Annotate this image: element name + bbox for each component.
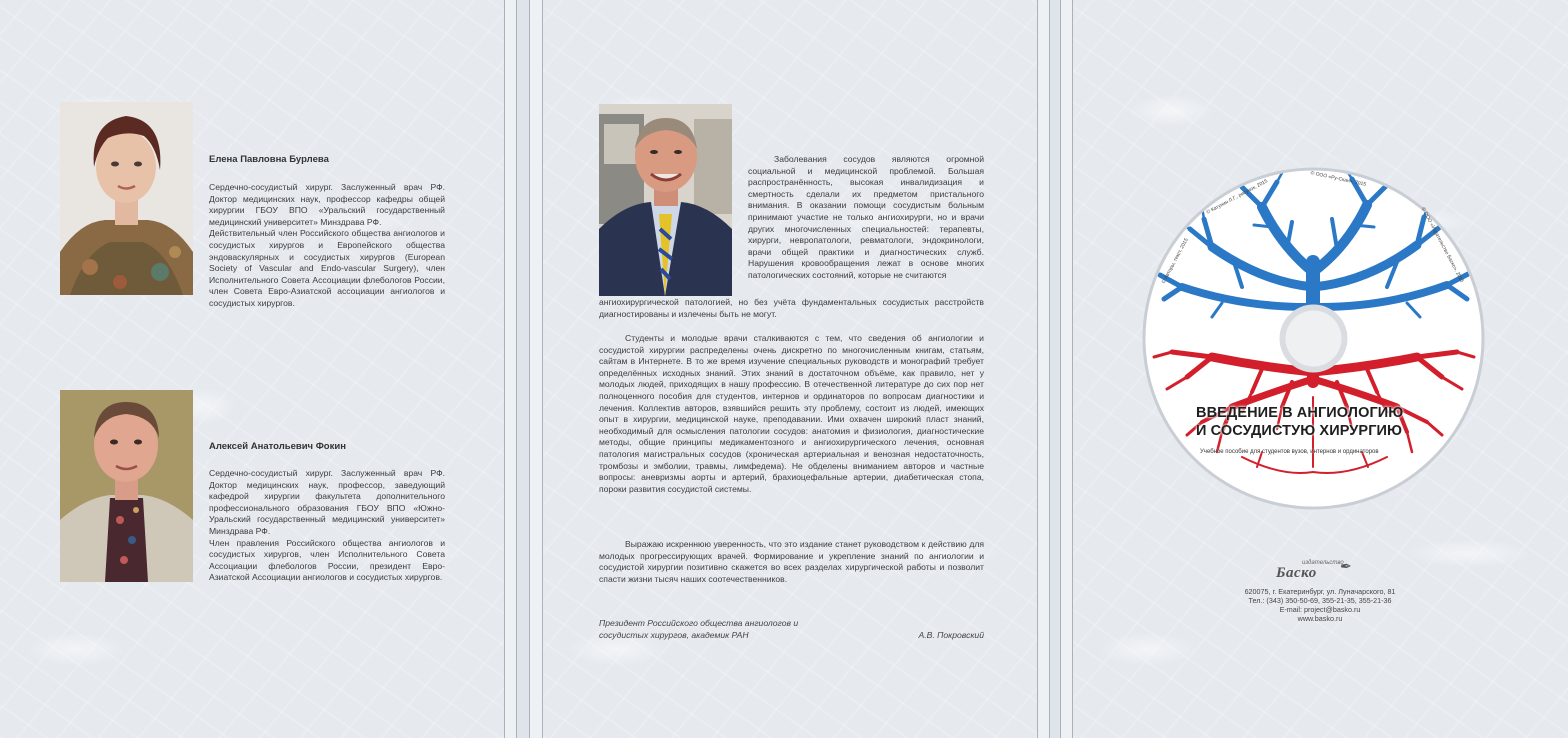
author-bio-paragraph: Сердечно-сосудистый хирург. Заслуженный врач РФ. Доктор медицинских наук, профессор кафедры общей хирургии ГБОУ ВПО «Уральский государственный медицинский университет» Минздрава РФ. xyxy=(209,182,445,227)
publisher-address: 620075, г. Екатеринбург, ул. Луначарского, 81 xyxy=(1244,587,1396,596)
author-bio-paragraph: Действительный член Российского общества ангиологов и сосудистых хирургов и Европейского общества эндоваскулярных и сосудистых хирургов (European Society of Vascular and Endo-vascular Surgery), член Исполнительного Совета Ассоциации флебологов России, член Совета Евро-Азиатской ассоциации ангиологов и сосудистых хирургов. xyxy=(209,228,445,308)
author-bio xyxy=(209,182,445,310)
signature-position: Президент Российского общества ангиологов и сосудистых хирургов, академик РАН xyxy=(599,618,799,640)
foreword-text xyxy=(748,154,984,282)
author-bio-paragraph: Член правления Российского общества ангиологов и сосудистых хирургов, член Исполнительного Совета Ассоциации флебологов России, президент Евро-Азиатской Ассоциации ангиологов и сосудистых хирургов. xyxy=(209,537,445,583)
cd-title-line: ВВЕДЕНИЕ В АНГИОЛОГИЮ xyxy=(1196,405,1404,421)
author-bio xyxy=(209,468,445,584)
author-photo-burleva xyxy=(60,102,193,295)
foreword-text xyxy=(599,539,984,585)
foreword-text xyxy=(599,297,984,320)
spine-fold xyxy=(1060,0,1073,738)
cd-disc xyxy=(1142,167,1485,510)
cd-artwork xyxy=(1142,167,1485,510)
cd-title-line: И СОСУДИСТУЮ ХИРУРГИЮ xyxy=(1196,423,1403,439)
author-name: Елена Павловна Бурлева xyxy=(209,154,329,165)
foreword-paragraph: Студенты и молодые врачи сталкиваются с тем, что сведения об ангиологии и сосудистой хирургии распределены очень дискретно по многочисленным книгам, статьям, сайтам в Интернете. В то же время изучение специальных руководств и монографий требует определённых исходных знаний. Этих знаний в достаточном объёме, как правило, нет у молодых людей, приходящих в нашу профессию. В отечественной литературе до сих пор нет полноценного пособия для студентов, интернов и ординаторов по вопросам диагностики и лечения. Коллектив авторов, взявшийся решить эту проблему, состоит из людей, имеющих опыт в хирургии, медицинской науке, преподавании. Ими охвачен широкий пласт знаний, необходимый для осмысления патологии сосудов: анатомия и физиология, диагностические методы, общие принципы медикаментозного и ангиохирургического лечения, основная патология магистральных сосудов (хроническая артериальная и венозная недостаточность, тромбозы и эмболии, травмы, лимфедема). Не обделены вниманием авторов и частные вопросы: аневризмы аорты и артерий, брахиоцефальные артерии, диабетическая стопа, пороки развития сосудистой системы. xyxy=(599,333,984,494)
spine-fold xyxy=(529,0,543,738)
foreword-paragraph: ангиохирургической патологией, но без учёта фундаментальных сосудистых расстройств диагностированы и излечены быть не могут. xyxy=(599,297,984,319)
foreword-paragraph: Выражаю искреннюю уверенность, что это издание станет руководством к действию для молодых прогрессирующих врачей. Формирование и укрепление знаний по ангиологии и сосудистой хирургии позитивно скажется во всех разделах хирургической работы и позволит спасти жизни тысяч наших соотечественников. xyxy=(599,539,984,584)
publisher-label: издательство xyxy=(1302,560,1344,566)
author-bio-paragraph: Сердечно-сосудистый хирург. Заслуженный врач РФ. Доктор медицинских наук, профессор, заведующий кафедрой хирургии факультета дополнительного профессионального образования ГБОУ ВПО «Южно-Уральский государственный медицинский университет» Минздрава РФ. xyxy=(209,468,445,536)
signature-name: А.В. Покровский xyxy=(918,630,984,640)
cd-title xyxy=(1196,404,1446,440)
publisher-website: www.basko.ru xyxy=(1297,614,1343,623)
cd-copyright: © ООО «Издательство Баско», 2015 xyxy=(1419,206,1465,284)
foreword-text xyxy=(599,333,984,495)
spine-fold xyxy=(1037,0,1050,738)
foreword-author-photo xyxy=(599,104,732,296)
cd-copyright: © ООО «Ру-Скан», 2015 xyxy=(1309,170,1367,188)
quill-icon: ✒ xyxy=(1340,558,1352,574)
author-photo-fokin xyxy=(60,390,193,582)
cd-subtitle: Учебное пособие для студентов вузов, интернов и ординаторов xyxy=(1200,449,1379,455)
foreword-paragraph: Заболевания сосудов являются огромной социальной и медицинской проблемой. Большая распространённость, высокая инвалидизация и смертность сделали их предметом пристального внимания. В оказании помощи сосудистым больным принимают участие не только ангиохирурги, но и врачи других многочисленных специальностей: терапевты, хирурги, невропатологи, ревматологи, эндокринологи, врачи общей практики и диагностических служб. Нарушения кровообращения лежат в основе многих патологических состояний, которые не считаются xyxy=(748,154,984,280)
cd-copyright: © Катунин Л.Г., рисунок, 2015 xyxy=(1205,178,1269,216)
publisher-phone: Тел.: (343) 350-50-69, 355-21-35, 355-21-36 xyxy=(1248,596,1392,605)
publisher-logo-text: Баско xyxy=(1276,565,1317,581)
publisher-email: E-mail: project@basko.ru xyxy=(1279,605,1361,614)
author-name: Алексей Анатольевич Фокин xyxy=(209,441,346,452)
cd-copyright: © Авторы, текст, 2015 xyxy=(1160,237,1190,285)
spine-fold xyxy=(504,0,517,738)
